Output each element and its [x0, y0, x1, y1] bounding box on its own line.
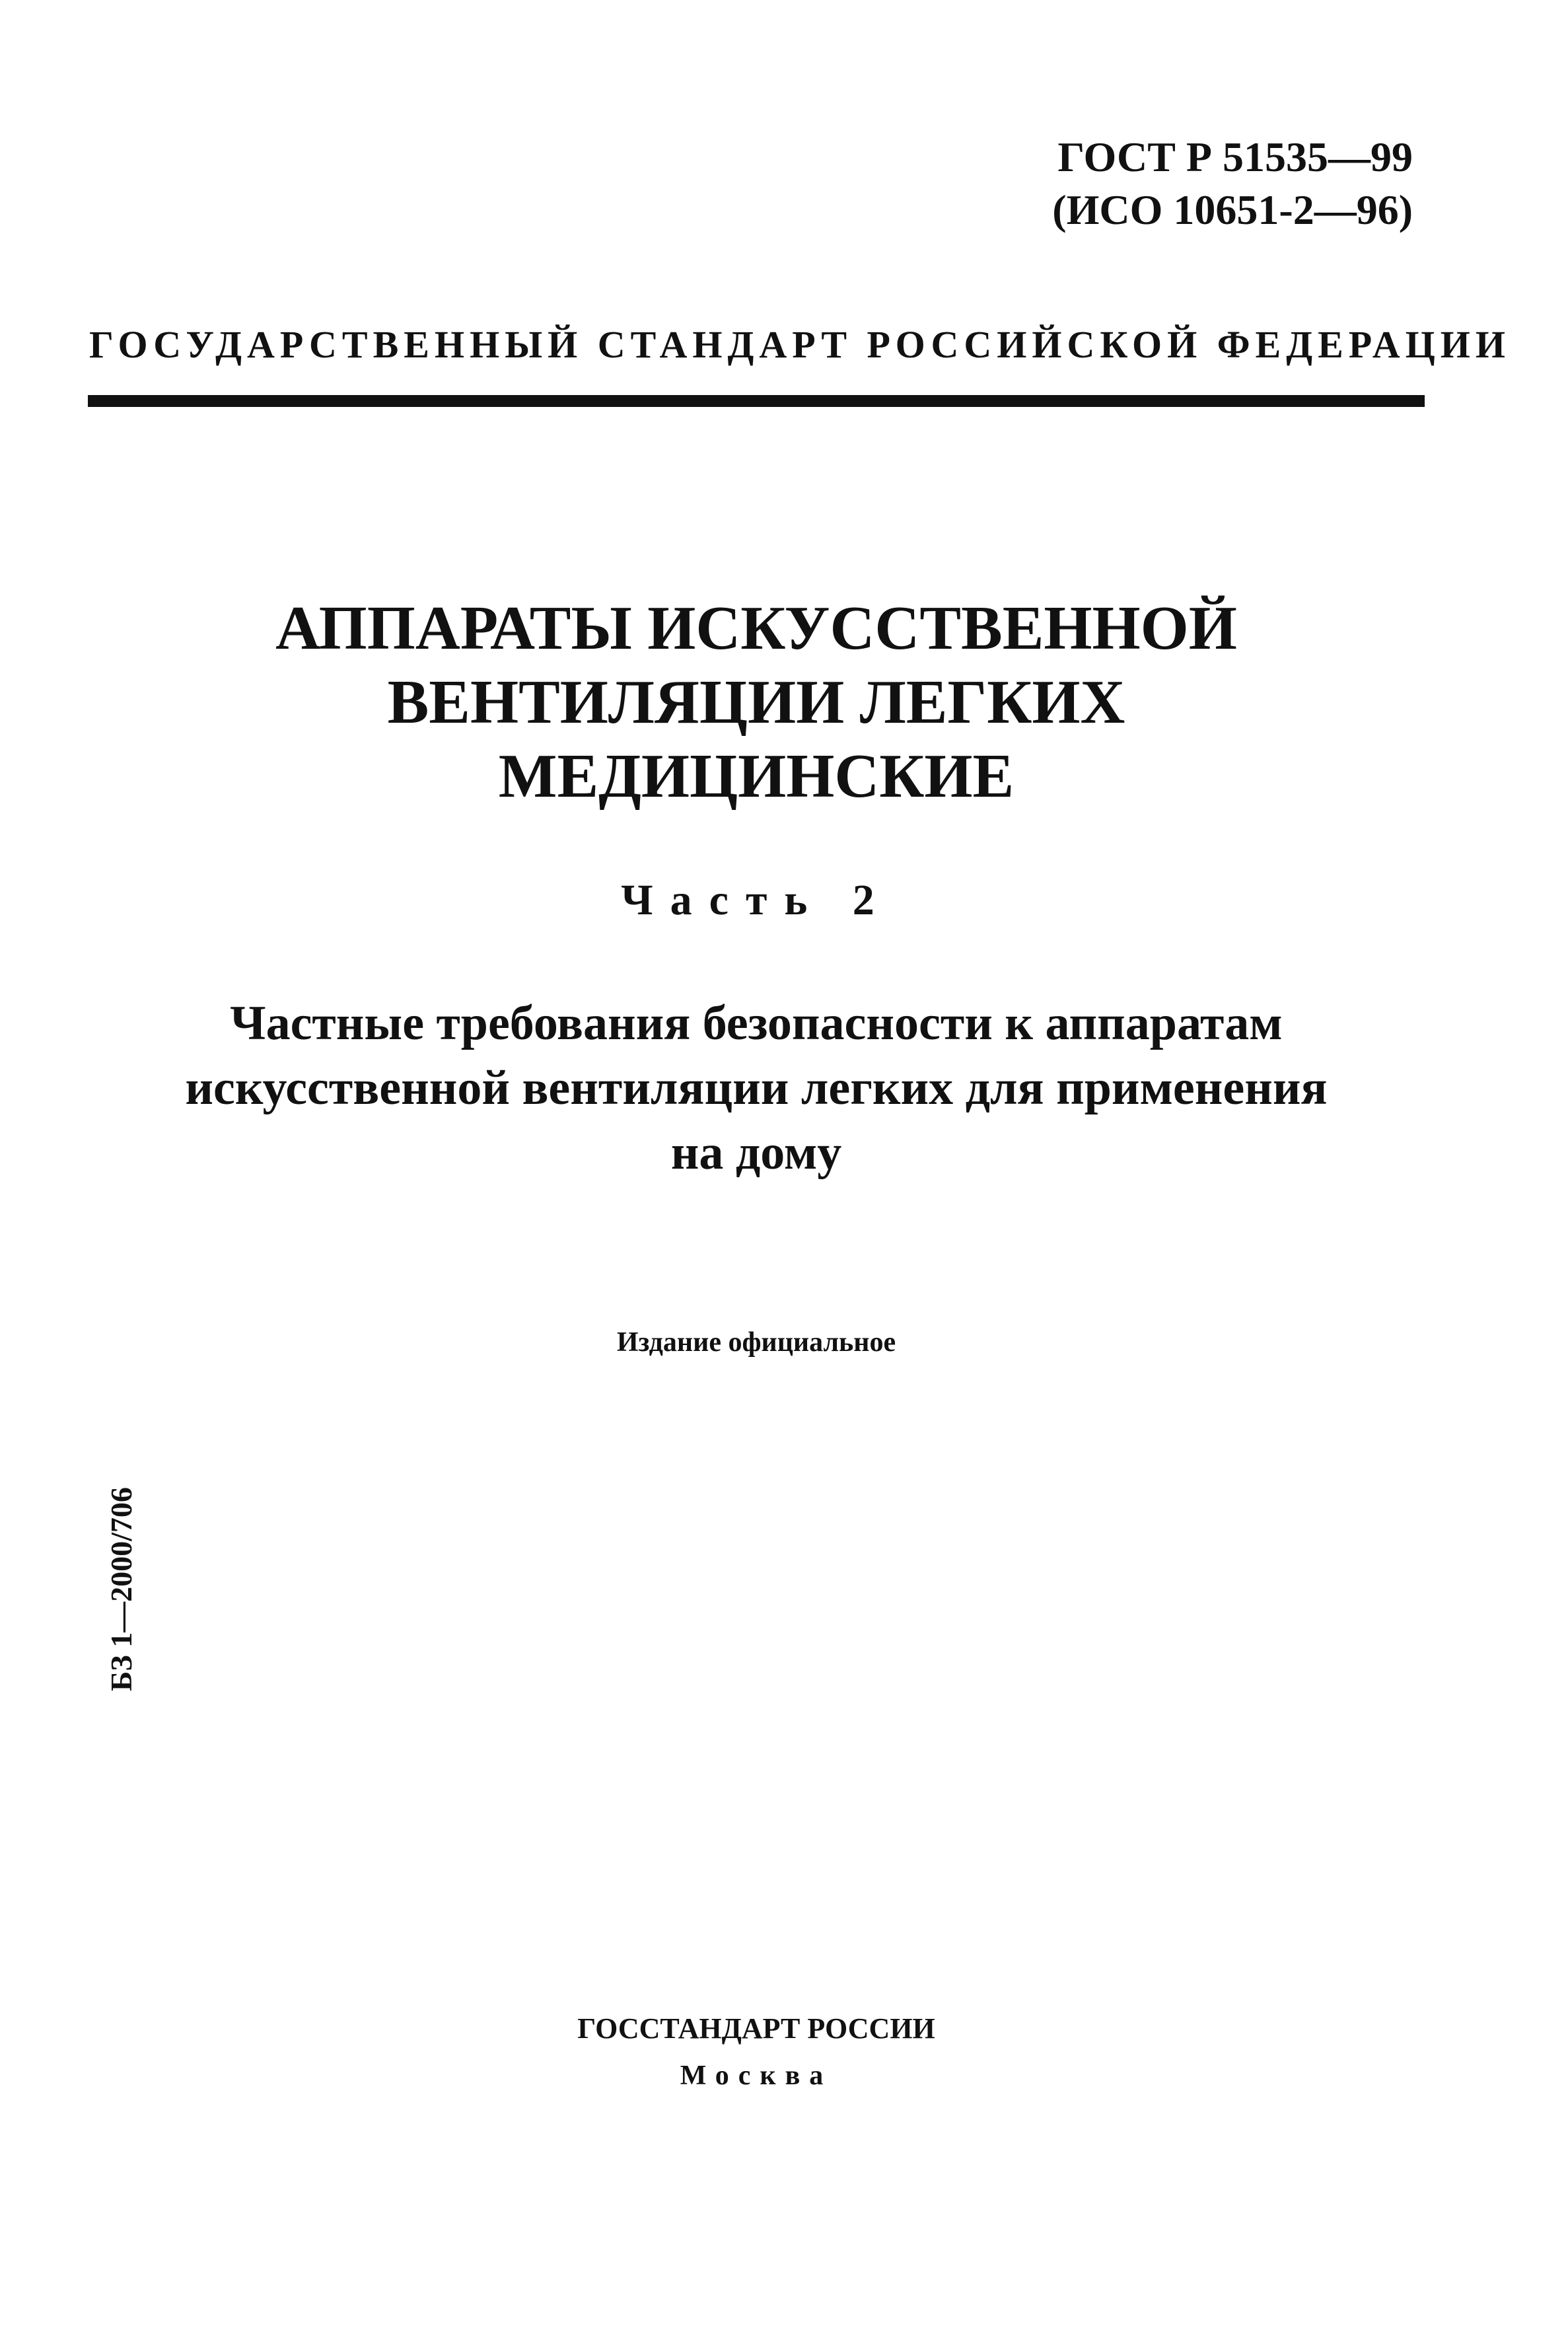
part-label: Часть 2 — [621, 876, 892, 924]
side-registration-code: БЗ 1—2000/706 — [104, 1487, 138, 1691]
gost-number: ГОСТ Р 51535—99 — [1057, 133, 1413, 180]
header-rule — [88, 395, 1425, 407]
subtitle-line-2: искусственной вентиляции легких для применения — [185, 1061, 1328, 1115]
title-line-1: АППАРАТЫ ИСКУССТВЕННОЙ — [275, 594, 1237, 663]
iso-number: (ИСО 10651-2—96) — [1052, 186, 1413, 233]
document-title — [89, 591, 1423, 813]
document-number — [1052, 131, 1413, 237]
document-subtitle — [89, 991, 1423, 1185]
standard-header: ГОСУДАРСТВЕННЫЙ СТАНДАРТ РОССИЙСКОЙ ФЕДЕРАЦИИ — [89, 323, 1511, 366]
subtitle-line-1: Частные требования безопасности к аппаратам — [230, 996, 1283, 1050]
edition-label: Издание официальное — [616, 1327, 896, 1358]
title-line-2: ВЕНТИЛЯЦИИ ЛЕГКИХ — [387, 668, 1125, 737]
publisher-city: Москва — [680, 2060, 833, 2091]
subtitle-line-3: на дому — [670, 1126, 842, 1180]
title-line-3: МЕДИЦИНСКИЕ — [498, 742, 1015, 811]
publisher-name: ГОССТАНДАРТ РОССИИ — [577, 2012, 935, 2045]
